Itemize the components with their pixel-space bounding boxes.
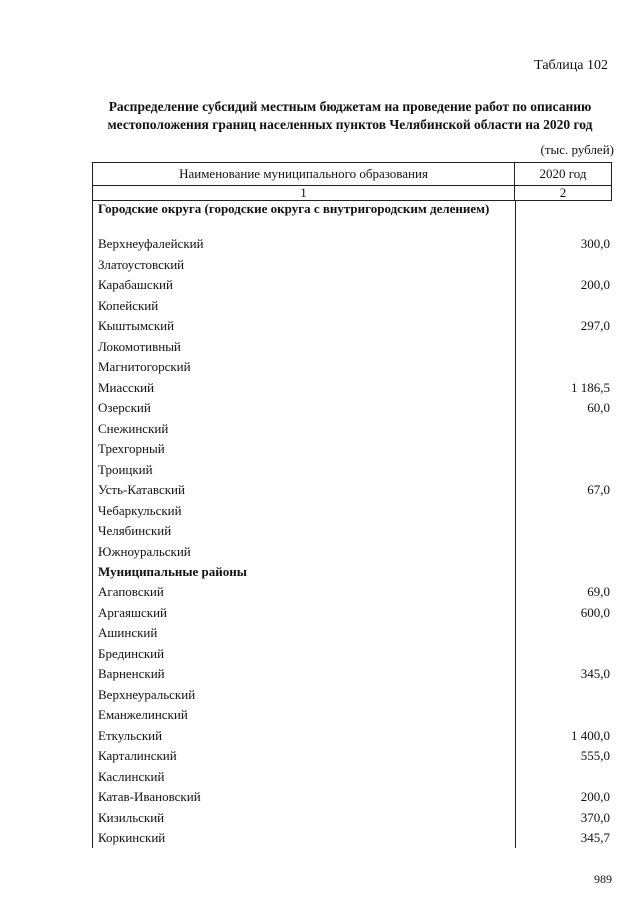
table-row <box>93 541 612 562</box>
subsidy-value: 67,0 <box>587 482 610 497</box>
subsidy-value <box>516 520 612 541</box>
municipality-name: Катав-Ивановский <box>98 789 201 804</box>
subsidy-value <box>516 541 612 562</box>
municipality-name: Верхнеуфалейский <box>98 236 204 251</box>
subsidy-value <box>516 438 612 459</box>
table-row <box>93 766 612 787</box>
municipality-name: Агаповский <box>98 584 164 599</box>
subsidy-value <box>516 684 612 705</box>
subsidy-value: 60,0 <box>587 400 610 415</box>
table-row <box>93 459 612 480</box>
municipality-name: Снежинский <box>98 420 169 436</box>
municipality-name: Кыштымский <box>98 318 175 333</box>
subsidy-value: 600,0 <box>580 604 610 620</box>
header-year: 2020 год <box>539 166 587 181</box>
column-number-2: 2 <box>559 185 567 200</box>
municipality-name: Верхнеуральский <box>98 686 196 702</box>
municipality-name: Троицкий <box>98 461 153 477</box>
subsidy-value: 345,7 <box>580 830 610 845</box>
municipality-name: Южноуральский <box>98 543 191 559</box>
municipality-name: Еманжелинский <box>98 707 188 722</box>
subsidy-value: 200,0 <box>580 789 610 804</box>
municipality-name: Миасский <box>98 379 155 395</box>
table-body <box>92 201 612 848</box>
table-row <box>93 745 612 766</box>
subsidy-value: 300,0 <box>580 236 610 251</box>
subsidy-value <box>516 643 612 664</box>
table-row <box>93 581 612 602</box>
subsidy-value <box>516 356 612 377</box>
municipality-name: Трехгорный <box>98 441 165 456</box>
table-row <box>93 622 612 643</box>
column-number-1: 1 <box>93 186 515 200</box>
subsidy-table <box>92 162 612 848</box>
subsidy-value <box>516 254 612 275</box>
municipality-name: Карталинский <box>98 748 177 763</box>
table-number: Таблица 102 <box>534 58 608 73</box>
table-row <box>93 336 612 357</box>
municipality-name: Локомотивный <box>98 338 181 354</box>
table-row <box>93 602 612 623</box>
subsidy-value: 1 400,0 <box>571 727 610 743</box>
municipality-name: Каслинский <box>98 768 165 784</box>
municipality-name: Ашинский <box>98 625 158 640</box>
subsidy-value <box>516 418 612 439</box>
municipality-name: Карабашский <box>98 277 173 292</box>
table-header-row <box>92 162 612 185</box>
section-row <box>93 561 612 581</box>
municipality-name: Аргаяшский <box>98 604 167 620</box>
table-row <box>93 500 612 521</box>
subsidy-value: 69,0 <box>587 584 610 599</box>
subsidy-value <box>516 622 612 643</box>
table-row <box>93 479 612 500</box>
page-number: 989 <box>594 872 612 886</box>
table-row <box>93 397 612 418</box>
table-row <box>93 643 612 664</box>
municipality-name: Чебаркульский <box>98 502 182 518</box>
table-row <box>93 807 612 828</box>
table-row <box>93 663 612 684</box>
table-row <box>93 274 612 295</box>
municipality-name: Копейский <box>98 297 159 313</box>
table-row <box>93 356 612 377</box>
subsidy-value: 297,0 <box>580 318 610 333</box>
subsidy-value <box>516 704 612 725</box>
table-row <box>93 520 612 541</box>
table-row <box>93 438 612 459</box>
subsidy-value <box>516 295 612 316</box>
table-row <box>93 725 612 746</box>
subsidy-value: 345,0 <box>580 666 610 681</box>
municipality-name: Златоустовский <box>98 256 185 272</box>
units-label: (тыс. рублей) <box>540 142 614 157</box>
table-row <box>93 233 612 254</box>
subsidy-value: 200,0 <box>580 277 610 292</box>
municipality-name: Челябинский <box>98 523 172 538</box>
table-row <box>93 786 612 807</box>
subsidy-value <box>516 459 612 480</box>
municipality-name: Еткульский <box>98 727 163 743</box>
municipality-name: Магнитогорский <box>98 359 191 374</box>
subsidy-value <box>516 561 612 581</box>
table-row <box>93 684 612 705</box>
municipality-name: Коркинский <box>98 830 166 845</box>
municipality-name: Варненский <box>98 666 165 681</box>
document-title: Распределение субсидий местным бюджетам на проведение работ по описанию местоположения границ населенных пунктов Челябинской области на 2020 год <box>107 99 593 132</box>
table-row <box>93 827 612 848</box>
header-municipality: Наименование муниципального образования <box>93 163 515 185</box>
subsidy-value <box>516 336 612 357</box>
section-title: Муниципальные районы <box>98 564 247 579</box>
table-row <box>93 418 612 439</box>
table-row <box>93 377 612 398</box>
municipality-name: Озерский <box>98 400 151 415</box>
table-row <box>93 254 612 275</box>
table-row <box>93 315 612 336</box>
subsidy-value: 555,0 <box>580 748 610 763</box>
subsidy-value: 1 186,5 <box>571 379 610 395</box>
subsidy-value <box>516 201 612 233</box>
table-column-numbers-row <box>92 185 612 201</box>
section-row <box>93 201 612 233</box>
municipality-name: Брединский <box>98 645 165 661</box>
subsidy-value <box>516 766 612 787</box>
municipality-name: Кизильский <box>98 809 165 825</box>
municipality-name: Усть-Катавский <box>98 482 185 497</box>
subsidy-value: 370,0 <box>580 809 610 825</box>
table-row <box>93 704 612 725</box>
subsidy-value <box>516 500 612 521</box>
table-row <box>93 295 612 316</box>
section-title: Городские округа (городские округа с внутригородским делением) <box>98 201 490 216</box>
